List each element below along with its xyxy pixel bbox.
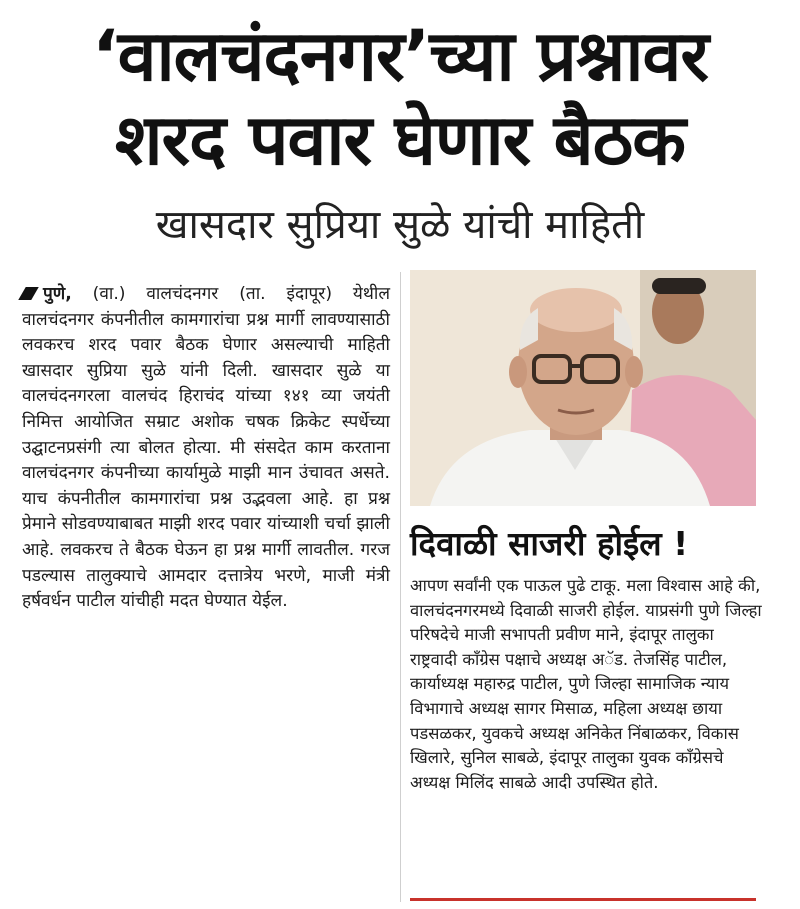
headline-line-2: शरद पवार घेणार बैठक — [114, 99, 686, 181]
sidebar-heading: दिवाळी साजरी होईल ! — [410, 524, 689, 563]
column-divider — [400, 272, 401, 902]
article-text: (वा.) वालचंदनगर (ता. इंदापूर) येथील वालचंदनगर कंपनीतील कामगारांचा प्रश्न मार्गी लावण्यासाठी लवकरच शरद पवार बैठक घेणार असल्याची माहिती खासदार सुप्रिया सुळे यांनी दिली. खासदार सुळे या वालचंदनगरला वालचंद हिराचंद यांच्या १४१ व्या जयंती निमित्त आयोजित सम्राट अशोक चषक क्रिकेट स्पर्धेच्या उद्घाटनप्रसंगी त्या बोलत होत्या. मी संसदेत काम करताना वालचंदनगर कंपनीच्या कार्यामुळे माझी मान उंचावत असते. याच कंपनीतील कामगारांचा प्रश्न उद्भवला आहे. हा प्रश्न प्रेमाने सोडवण्याबाबत माझी शरद पवार यांच्याशी चर्चा झाली आहे. लवकरच ते बैठक घेऊन हा प्रश्न मार्गी लावतील. गरज पडल्यास तालुक्याचे आमदार दत्तात्रेय भरणे, माजी मंत्री हर्षवर्धन पाटील यांचीही मदत घेण्यात येईल. — [22, 284, 390, 612]
article-dateline: पुणे, — [43, 284, 72, 304]
news-photo — [410, 270, 756, 506]
sidebar-body: आपण सर्वांनी एक पाऊल पुढे टाकू. मला विश्वास आहे की, वालचंदनगरमध्ये दिवाळी साजरी होईल. याप्रसंगी पुणे जिल्हा परिषदेचे माजी सभापती प्रवीण माने, इंदापूर तालुका राष्ट्रवादी काँग्रेस पक्षाचे अध्यक्ष अॅड. तेजसिंह पाटील, कार्याध्यक्ष महारुद्र पाटील, पुणे जिल्हा सामाजिक न्याय विभागाचे अध्यक्ष सागर मिसाळ, महिला अध्यक्ष छाया पडसळकर, युवकचे अध्यक्ष अनिकेत निंबाळकर, विकास खिलारे, सुनिल साबळे, इंदापूर तालुका युवक काँग्रेसचे अध्यक्ष मिलिंद साबळे आदी उपस्थित होते. — [410, 576, 762, 792]
dateline-marker-icon — [18, 287, 39, 300]
portrait-illustration — [410, 270, 756, 506]
subheadline: खासदार सुप्रिया सुळे यांची माहिती — [155, 202, 645, 248]
article-body — [22, 282, 390, 615]
accent-rule — [410, 898, 756, 901]
headline-line-1: ‘वालचंदनगर’च्या प्रश्नावर — [91, 15, 709, 97]
headline — [0, 14, 800, 182]
